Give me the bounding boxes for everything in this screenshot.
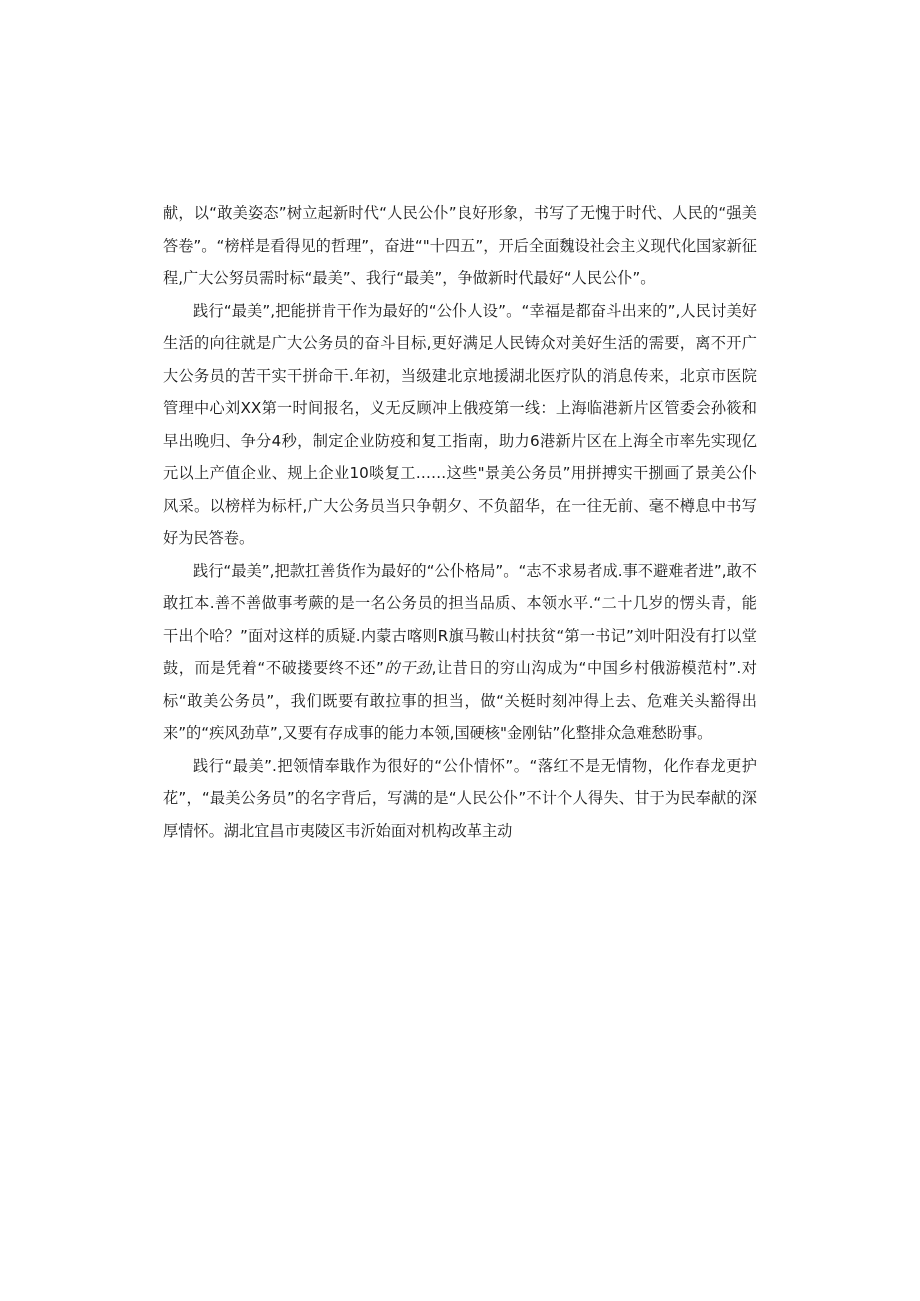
paragraph-3-italic-phrase: 的干劲	[383, 659, 432, 677]
paragraph-3	[163, 555, 757, 750]
document-body	[163, 197, 757, 847]
paragraph-3-part-1: 践行“最美”,把款扛善货作为最好的“公仆格局”。“志不求易者成.事不避难者进”,敢不敢扛本.善不善做事考蕨的是一名公务员的担当品质、本领水平.“二十几岁的愣头青，能干出个哈？”面对这样的质疑.内蒙古喀则R旗马鞍山村扶贫“第一书记”刘叶阳没有打以堂鼓，而是凭着“不破搂要终不还”	[163, 561, 757, 677]
paragraph-2: 践行“最美”,把能拼肯干作为最好的“公仆人设”。“幸福是都奋斗出来的”,人民讨美好生活的向往就是广大公务员的奋斗目标,更好满足人民铸众对美好生活的需要，离不开广大公务员的苦干实干拼命干.年初，当级建北京地援湖北医疗队的消息传来，北京市医院管理中心刘XX第一时间报名，义无反顾冲上俄疫第一线：上海临港新片区管委会孙筱和早出晚归、争分4秒，制定企业防疫和复工指南，助力6港新片区在上海全市率先实现亿元以上产值企业、规上企业10啖复工……这些"景美公务员”用拼搏实干捌画了景美公仆风采。以榜样为标杆,广大公务员当只争朝夕、不负韶华，在一往无前、毫不樽息中书写好为民答卷。	[163, 301, 757, 547]
paragraph-1: 献，以“敢美姿态”树立起新时代“人民公仆”良好形象，书写了无愧于时代、人民的“强美答卷”。“榜样是看得见的哲理”，奋进“"十四五”，开后全面魏设社会主义现代化国家新征程,广大公努员需时标“最美”、我行“最美”，争做新时代最好“人民公仆”。	[163, 204, 757, 287]
paragraph-3-part-2: ,让昔日的穷山沟成为“中国乡村俄游模范村”.对标“敢美公务员”，我们既要有敢拉事的担当，做“关梃时刻冲得上去、危难关头豁得出来”的“疾风劲草”,又要有存成事的能力本领,国硬核"金刚钻”化整排众急难愁盼事。	[163, 659, 757, 742]
paragraph-4: 践行“最美”.把领情奉戢作为很好的“公仆情怀”。“落红不是无情物，化作春龙更护花”，“最美公务员”的名字背后，写满的是“人民公仆”不计个人得失、甘于为民奉献的深厚情怀。湖北宜昌市夷陵区韦沂始面对机构改革主动	[163, 756, 757, 840]
